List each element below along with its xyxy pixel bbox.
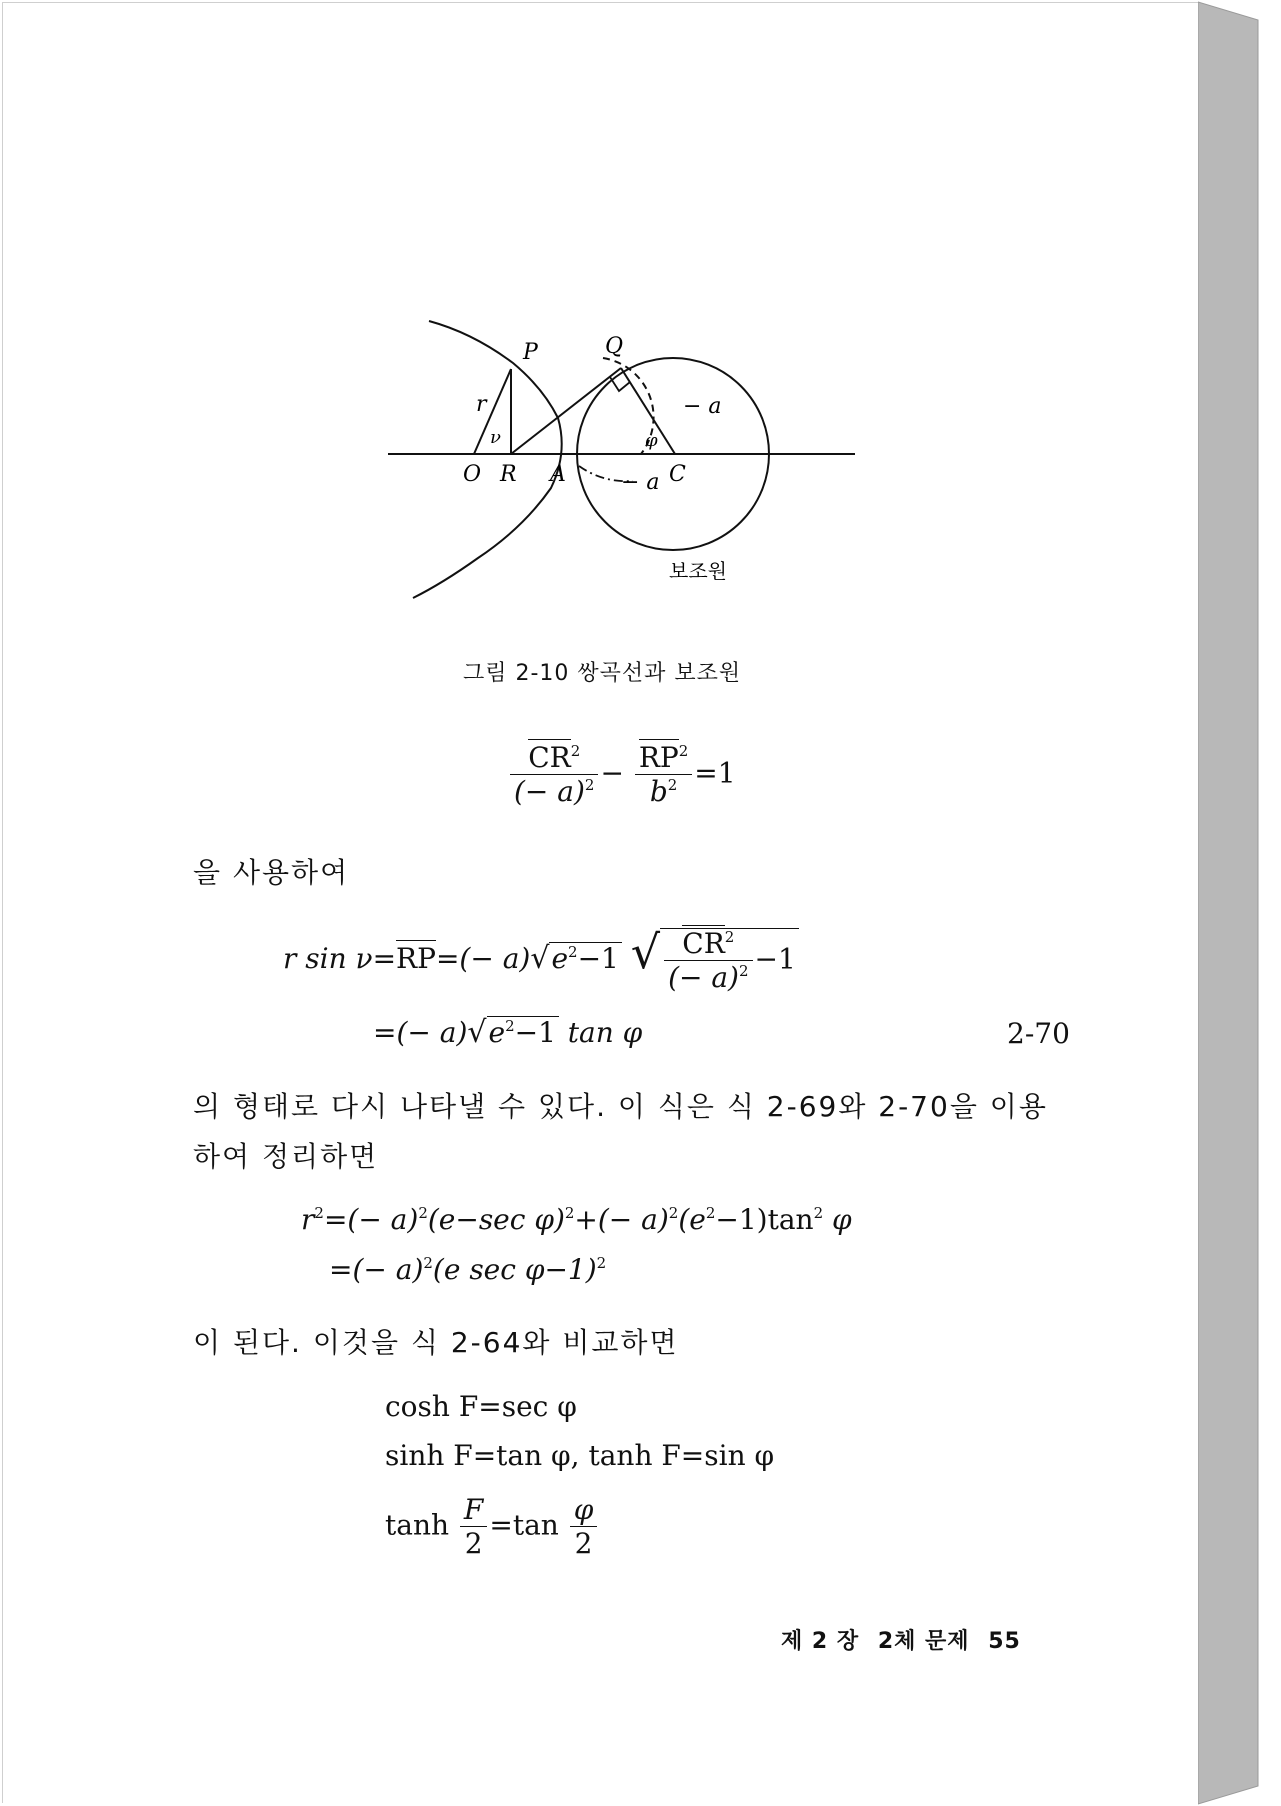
label-R: R: [500, 462, 517, 487]
text-line-4: 이 된다. 이것을 식 2-64와 비교하면: [193, 1326, 679, 1359]
rp-overline: RP: [638, 741, 679, 774]
eq3-sqrt: $e^2-1$: [487, 1016, 559, 1049]
den-minus-a: (− a): [514, 775, 585, 809]
equation-5: =(− a)$^2$(e sec φ−1)$^2$: [329, 1253, 607, 1286]
den-b: b: [649, 775, 668, 809]
hyperbola-figure: [383, 303, 863, 613]
label-aux-circle: 보조원: [669, 559, 727, 583]
book-spine: [1198, 0, 1281, 1806]
eq3-lead: =(− a): [373, 1016, 468, 1049]
label-phi: φ: [645, 430, 658, 451]
text-line-1: 을 사용하여: [193, 856, 350, 889]
label-minus-a-lower: − a: [621, 470, 660, 495]
fraction-cr: $\frac{CR^2}{(- a)^2}$: [510, 743, 598, 807]
label-nu: ν: [490, 427, 501, 448]
footer-page-number: 55: [988, 1629, 1021, 1654]
equation-6-line-2: sinh F=tan φ, tanh F=sin φ: [385, 1439, 775, 1472]
equation-number: 2-70: [1007, 1017, 1070, 1050]
eq2-sqrt: $e^2-1$: [549, 942, 621, 975]
label-Q: Q: [605, 334, 624, 359]
fraction-rp: $\frac{RP^2}{b^2}$: [635, 743, 692, 807]
hyperbola-branch: [413, 321, 562, 598]
label-r: r: [476, 392, 487, 417]
equation-6-line-3: tanh $\frac{F}{2}$ =tan $\frac{\varphi}{2}$: [385, 1495, 599, 1559]
equation-6-line-1: cosh F=sec φ: [385, 1390, 577, 1423]
eq2-big-sqrt: $\frac{CR^2}{(- a)^2}$ −1: [660, 928, 799, 993]
text-line-2: 의 형태로 다시 나타낼 수 있다. 이 식은 식 2-69와 2-70을 이용: [193, 1090, 1048, 1123]
label-P: P: [523, 340, 538, 365]
eq2-mid: =(− a): [435, 942, 531, 975]
eq1-rhs: =1: [694, 756, 736, 790]
footer-chapter: 제 2 장: [781, 1629, 860, 1654]
equation-1: $\frac{CR^2}{(- a)^2}$ − $\frac{RP^2}{b^2}$ =1: [508, 743, 736, 807]
line-RQ: [511, 368, 621, 454]
label-minus-a-upper: − a: [683, 394, 722, 419]
cr-overline: CR: [528, 741, 571, 774]
label-A: A: [550, 462, 566, 487]
label-O: O: [463, 462, 482, 487]
label-C: C: [669, 462, 686, 487]
footer-title: 2체 문제: [877, 1629, 970, 1654]
figure-caption: 그림 2-10 쌍곡선과 보조원: [463, 661, 742, 686]
eq2-lhs: r sin ν=: [283, 942, 397, 975]
text-line-3: 하여 정리하면: [193, 1140, 379, 1173]
eq2-rp: RP: [396, 942, 436, 975]
equation-3: =(− $a)√e^2-1$ tan φ: [373, 1015, 643, 1050]
eq3-tail: tan φ: [558, 1016, 643, 1049]
book-page: [2, 2, 1199, 1803]
equation-4: $r^2=(- a)^2(e-\sec$ $\varphi)^2+(- a)^2(e^2-1)\tan^2$ φ: [301, 1203, 852, 1236]
equation-2: r $\sin \nu=RP=(- a)√e^2-1$ √ $\frac{CR^2}{(- a)^2}$ −1: [283, 925, 799, 992]
page-footer: [781, 1624, 1031, 1655]
